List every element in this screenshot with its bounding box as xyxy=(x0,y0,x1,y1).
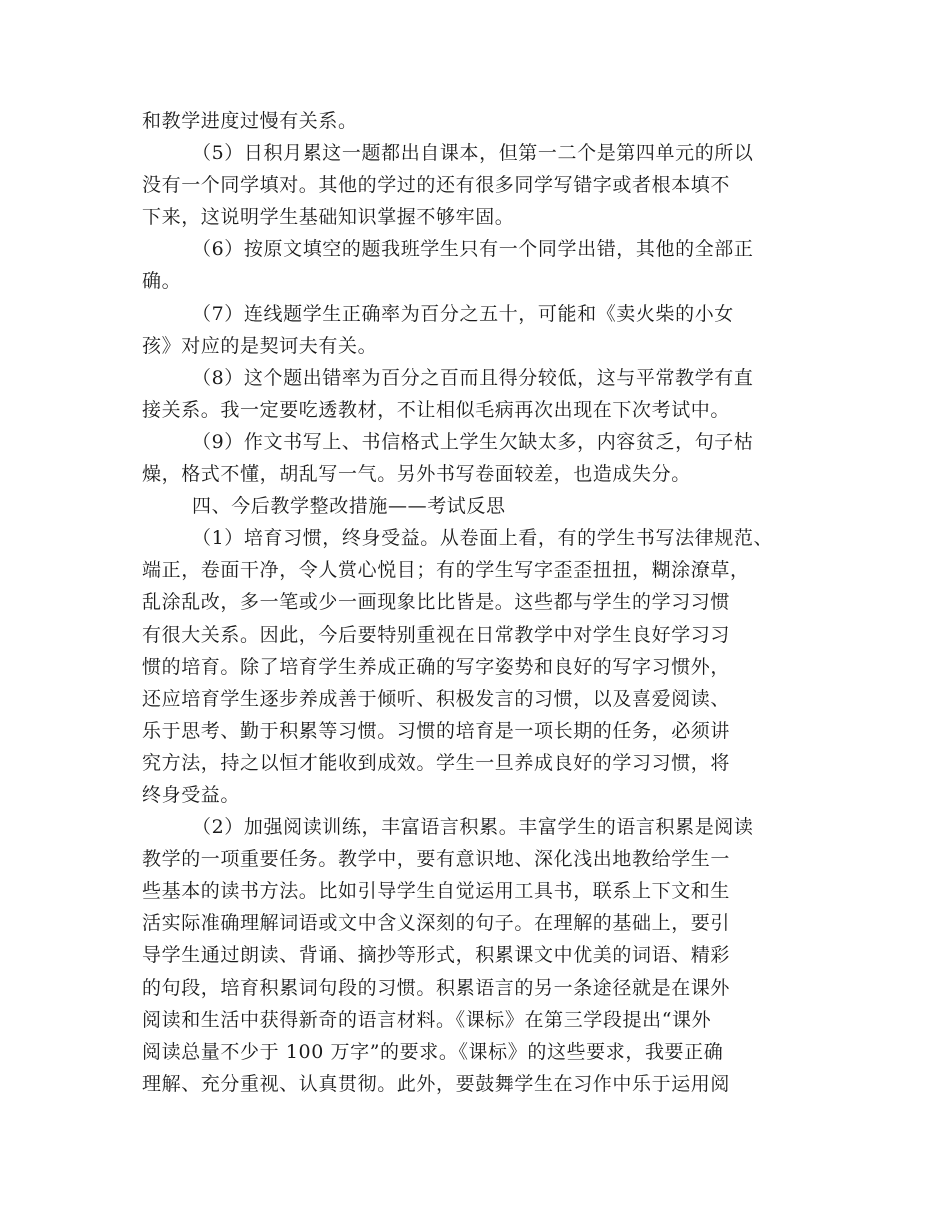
text-line: 阅读和生活中获得新奇的语言材料。《课标》在第三学段提出“课外 xyxy=(142,1008,712,1031)
text-line: 阅读总量不少于 100 万字”的要求。《课标》的这些要求，我要正确 xyxy=(142,1040,724,1063)
text-line: 教学的一项重要任务。教学中，要有意识地、深化浅出地教给学生一 xyxy=(142,848,731,871)
text-line: 四、今后教学整改措施——考试反思 xyxy=(192,495,506,518)
text-line: 活实际准确理解词语或文中含义深刻的句子。在理解的基础上，要引 xyxy=(142,912,731,935)
text-line: 燥，格式不懂，胡乱写一气。另外书写卷面较差，也造成失分。 xyxy=(142,463,691,486)
text-line: （5）日积月累这一题都出自课本，但第一二个是第四单元的所以 xyxy=(192,142,754,165)
text-line: 乐于思考、勤于积累等习惯。习惯的培育是一项长期的任务，必须讲 xyxy=(142,719,731,742)
text-line: 些基本的读书方法。比如引导学生自觉运用工具书，联系上下文和生 xyxy=(142,880,731,903)
text-line: 乱涂乱改，多一笔或少一画现象比比皆是。这些都与学生的学习习惯 xyxy=(142,591,731,614)
text-line: （9）作文书写上、书信格式上学生欠缺太多，内容贫乏，句子枯 xyxy=(192,430,754,453)
text-line: 终身受益。 xyxy=(142,783,241,806)
text-line: 理解、充分重视、认真贯彻。此外，要鼓舞学生在习作中乐于运用阅 xyxy=(142,1072,731,1095)
text-line: 接关系。我一定要吃透教材，不让相似毛病再次出现在下次考试中。 xyxy=(142,398,731,421)
text-line: 没有一个同学填对。其他的学过的还有很多同学写错字或者根本填不 xyxy=(142,174,731,197)
text-line: 确。 xyxy=(142,270,182,293)
text-line: 有很大关系。因此，今后要特别重视在日常教学中对学生良好学习习 xyxy=(142,623,731,646)
text-line: 端正，卷面干净，令人赏心悦目；有的学生写字歪歪扭扭，糊涂潦草， xyxy=(142,559,750,582)
text-line: 导学生通过朗读、背诵、摘抄等形式，积累课文中优美的词语、精彩 xyxy=(142,944,731,967)
text-line: （8）这个题出错率为百分之百而且得分较低，这与平常教学有直 xyxy=(192,366,754,389)
text-line: 和教学进度过慢有关系。 xyxy=(142,110,358,132)
text-line: （6）按原文填空的题我班学生只有一个同学出错，其他的全部正 xyxy=(192,238,754,261)
text-line: （1）培育习惯，终身受益。从卷面上看，有的学生书写法律规范、 xyxy=(192,527,774,550)
text-line: 的句段，培育积累词句段的习惯。积累语言的另一条途径就是在课外 xyxy=(142,976,731,999)
text-line: 惯的培育。除了培育学生养成正确的写字姿势和良好的写字习惯外， xyxy=(142,655,731,678)
text-line: 孩》对应的是契诃夫有关。 xyxy=(142,334,378,357)
text-line: 还应培育学生逐步养成善于倾听、积极发言的习惯，以及喜爱阅读、 xyxy=(142,687,731,710)
text-line: （2）加强阅读训练，丰富语言积累。丰富学生的语言积累是阅读 xyxy=(192,816,754,839)
document-body xyxy=(142,105,822,1100)
text-line: （7）连线题学生正确率为百分之五十，可能和《卖火柴的小女 xyxy=(192,302,734,325)
text-line: 下来，这说明学生基础知识掌握不够牢固。 xyxy=(142,206,515,229)
text-line: 究方法，持之以恒才能收到成效。学生一旦养成良好的学习习惯，将 xyxy=(142,751,731,774)
